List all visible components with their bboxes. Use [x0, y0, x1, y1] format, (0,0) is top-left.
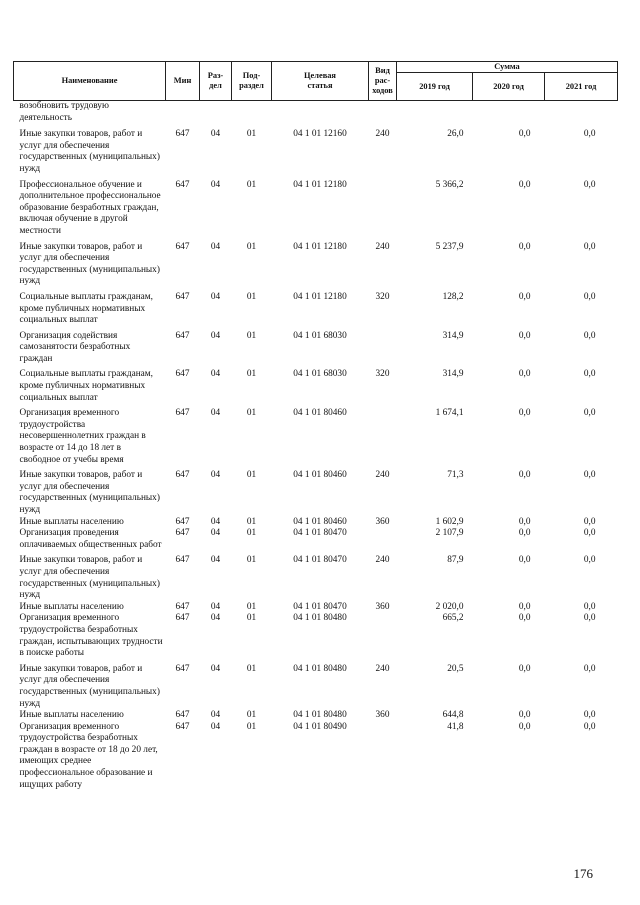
cell-min: 647 [175, 408, 190, 419]
cell-vid: 240 [375, 470, 390, 481]
table-row [14, 528, 618, 551]
table-row [14, 288, 618, 327]
cell-y2019: 665,2 [442, 613, 464, 624]
cell-vid [369, 722, 397, 792]
cell-min: 647 [175, 369, 190, 380]
cell-vid: 360 [375, 710, 390, 721]
cell-podrazdel: 01 [246, 613, 257, 624]
cell-vid [369, 327, 397, 366]
cell-y2020: 0,0 [518, 710, 531, 721]
col-header-razdel: Раз- дел [200, 62, 232, 101]
cell-y2020: 0,0 [518, 721, 531, 732]
cell-razdel: 04 [210, 241, 221, 252]
cell-y2020: 0,0 [518, 408, 531, 419]
cell-min: 647 [175, 330, 190, 341]
cell-y2019: 1 674,1 [435, 408, 464, 419]
cell-name: Иные закупки товаров, работ и услуг для обеспечения государственных (муниципальных) нужд [19, 470, 160, 515]
cell-vid [369, 176, 397, 238]
cell-y2019: 87,9 [447, 555, 464, 566]
cell-vid: 240 [375, 129, 390, 140]
cell-y2019: 5 237,9 [435, 241, 464, 252]
cell-target: 04 1 01 80480 [293, 613, 347, 624]
cell-name: Иные закупки товаров, работ и услуг для обеспечения государственных (муниципальных) нужд [19, 663, 160, 709]
cell-name: Профессиональное обучение и дополнительное профессиональное образование безработных граждан, включая обучение в другой местности [19, 179, 161, 236]
cell-y2020: 0,0 [518, 516, 531, 527]
cell-y2019: 5 366,2 [435, 179, 464, 190]
cell-y2020 [473, 101, 545, 125]
table-row [14, 517, 618, 529]
cell-y2020: 0,0 [518, 601, 531, 612]
cell-name: Организация временного трудоустройства несовершеннолетних граждан в возрасте от 14 до 18 лет в свободное от учебы время [19, 408, 146, 465]
budget-table [13, 61, 618, 791]
cell-target: 04 1 01 80470 [293, 555, 347, 566]
cell-vid: 240 [375, 555, 390, 566]
col-header-target: Целевая статья [272, 62, 369, 101]
cell-razdel: 04 [210, 601, 221, 612]
table-row [14, 613, 618, 659]
table-row [14, 176, 618, 238]
cell-y2020: 0,0 [518, 663, 531, 674]
cell-y2020: 0,0 [518, 291, 531, 302]
cell-min: 647 [175, 179, 190, 190]
cell-vid: 320 [375, 291, 390, 302]
cell-vid: 360 [375, 516, 390, 527]
cell-min: 647 [175, 241, 190, 252]
cell-target [272, 101, 369, 125]
cell-name: Организация содействия самозанятости безработных граждан [19, 330, 131, 364]
cell-podrazdel: 01 [246, 528, 257, 539]
table-row [14, 466, 618, 516]
cell-razdel: 04 [210, 710, 221, 721]
cell-y2021: 0,0 [583, 129, 596, 140]
cell-y2020: 0,0 [518, 179, 531, 190]
cell-min: 647 [175, 555, 190, 566]
cell-podrazdel [232, 101, 272, 125]
table-row [14, 365, 618, 404]
cell-y2021: 0,0 [583, 663, 596, 674]
cell-podrazdel: 01 [246, 330, 257, 341]
cell-razdel: 04 [210, 369, 221, 380]
cell-podrazdel: 01 [246, 710, 257, 721]
cell-vid: 240 [375, 663, 390, 674]
cell-y2019: 41,8 [447, 721, 464, 732]
cell-target: 04 1 01 68030 [293, 330, 347, 341]
cell-vid: 240 [375, 241, 390, 252]
col-header-2021: 2021 год [545, 73, 618, 101]
cell-target: 04 1 01 80470 [293, 601, 347, 612]
cell-y2019: 644,8 [442, 710, 464, 721]
cell-podrazdel: 01 [246, 470, 257, 481]
cell-target: 04 1 01 12180 [293, 179, 347, 190]
cell-y2020: 0,0 [518, 528, 531, 539]
cell-name: Иные закупки товаров, работ и услуг для обеспечения государственных (муниципальных) нужд [19, 555, 160, 601]
cell-target: 04 1 01 80460 [293, 516, 347, 527]
cell-y2021: 0,0 [583, 241, 596, 252]
cell-target: 04 1 01 12160 [293, 129, 347, 140]
cell-name: Организация временного трудоустройства безработных граждан, испытывающих трудности в поиске работы [19, 613, 163, 659]
cell-podrazdel: 01 [246, 601, 257, 612]
cell-target: 04 1 01 80460 [293, 408, 347, 419]
cell-name: Организация проведения оплачиваемых общественных работ [19, 528, 162, 550]
cell-razdel: 04 [210, 721, 221, 732]
cell-podrazdel: 01 [246, 179, 257, 190]
table-row [14, 722, 618, 792]
cell-y2021: 0,0 [583, 601, 596, 612]
cell-name: Социальные выплаты гражданам, кроме публичных нормативных социальных выплат [19, 369, 154, 403]
table-row [14, 660, 618, 710]
cell-min: 647 [175, 601, 190, 612]
cell-y2021: 0,0 [583, 330, 596, 341]
col-header-vid: Вид рас- ходов [369, 62, 397, 101]
cell-podrazdel: 01 [246, 721, 257, 732]
cell-podrazdel: 01 [246, 555, 257, 566]
cell-min: 647 [175, 470, 190, 481]
cell-y2020: 0,0 [518, 129, 531, 140]
cell-y2021: 0,0 [583, 528, 596, 539]
cell-y2021: 0,0 [583, 470, 596, 481]
cell-y2019: 128,2 [442, 291, 464, 302]
cell-podrazdel: 01 [246, 129, 257, 140]
cell-name: Иные выплаты населению [19, 516, 124, 527]
cell-y2019: 2 107,9 [435, 528, 464, 539]
cell-min: 647 [175, 291, 190, 302]
cell-min [166, 101, 200, 125]
cell-razdel: 04 [210, 470, 221, 481]
cell-y2020: 0,0 [518, 369, 531, 380]
cell-target: 04 1 01 12180 [293, 291, 347, 302]
table-row [14, 710, 618, 722]
cell-y2021: 0,0 [583, 516, 596, 527]
cell-target: 04 1 01 12180 [293, 241, 347, 252]
cell-razdel: 04 [210, 613, 221, 624]
cell-razdel [200, 101, 232, 125]
table-row [14, 327, 618, 366]
cell-min: 647 [175, 663, 190, 674]
cell-y2020: 0,0 [518, 470, 531, 481]
cell-podrazdel: 01 [246, 408, 257, 419]
cell-y2021 [545, 101, 618, 125]
cell-target: 04 1 01 68030 [293, 369, 347, 380]
cell-podrazdel: 01 [246, 663, 257, 674]
cell-razdel: 04 [210, 129, 221, 140]
cell-target: 04 1 01 80470 [293, 528, 347, 539]
cell-min: 647 [175, 516, 190, 527]
cell-y2019: 20,5 [447, 663, 464, 674]
cell-y2019: 314,9 [442, 369, 464, 380]
cell-razdel: 04 [210, 528, 221, 539]
cell-name: Иные выплаты населению [19, 710, 124, 721]
cell-target: 04 1 01 80480 [293, 710, 347, 721]
page-number: 176 [573, 866, 593, 881]
cell-y2019: 1 602,9 [435, 516, 464, 527]
cell-target: 04 1 01 80490 [293, 721, 347, 732]
cell-razdel: 04 [210, 555, 221, 566]
table-row [14, 101, 618, 125]
cell-min: 647 [175, 528, 190, 539]
cell-y2021: 0,0 [583, 721, 596, 732]
cell-vid [369, 101, 397, 125]
cell-y2021: 0,0 [583, 408, 596, 419]
cell-y2020: 0,0 [518, 330, 531, 341]
cell-min: 647 [175, 710, 190, 721]
cell-y2019: 314,9 [442, 330, 464, 341]
cell-razdel: 04 [210, 516, 221, 527]
cell-y2021: 0,0 [583, 369, 596, 380]
cell-y2019: 26,0 [447, 129, 464, 140]
cell-podrazdel: 01 [246, 241, 257, 252]
cell-podrazdel: 01 [246, 369, 257, 380]
table-row [14, 551, 618, 601]
cell-name: Иные закупки товаров, работ и услуг для обеспечения государственных (муниципальных) нужд [19, 241, 160, 287]
cell-min: 647 [175, 129, 190, 140]
cell-target: 04 1 01 80480 [293, 663, 347, 674]
cell-podrazdel: 01 [246, 291, 257, 302]
cell-y2021: 0,0 [583, 613, 596, 624]
table-row [14, 238, 618, 288]
col-header-name: Наименование [14, 62, 166, 101]
col-header-2019: 2019 год [397, 73, 473, 101]
cell-name: Иные выплаты населению [19, 601, 124, 612]
cell-name: Иные закупки товаров, работ и услуг для обеспечения государственных (муниципальных) нужд [19, 129, 160, 174]
cell-target: 04 1 01 80460 [293, 470, 347, 481]
col-header-podrazdel: Под- раздел [232, 62, 272, 101]
table-body [14, 101, 618, 792]
col-header-min: Мин [166, 62, 200, 101]
table-row [14, 404, 618, 466]
cell-vid: 360 [375, 601, 390, 612]
cell-name: возобновить трудовую деятельность [19, 101, 109, 123]
cell-razdel: 04 [210, 330, 221, 341]
cell-y2019: 71,3 [447, 470, 464, 481]
cell-vid: 320 [375, 369, 390, 380]
col-header-2020: 2020 год [473, 73, 545, 101]
cell-razdel: 04 [210, 408, 221, 419]
cell-y2019 [397, 101, 473, 125]
cell-y2020: 0,0 [518, 241, 531, 252]
cell-podrazdel: 01 [246, 516, 257, 527]
cell-y2019: 2 020,0 [435, 601, 464, 612]
cell-vid [369, 528, 397, 551]
cell-vid [369, 404, 397, 466]
cell-razdel: 04 [210, 179, 221, 190]
cell-min: 647 [175, 613, 190, 624]
cell-y2021: 0,0 [583, 555, 596, 566]
table-row [14, 124, 618, 175]
table-row [14, 602, 618, 614]
cell-min: 647 [175, 721, 190, 732]
cell-name: Организация временного трудоустройства безработных граждан в возрасте от 18 до 20 лет, имеющих среднее профессиональное образование и ищущих работу [19, 721, 158, 790]
cell-razdel: 04 [210, 663, 221, 674]
cell-y2021: 0,0 [583, 179, 596, 190]
cell-y2020: 0,0 [518, 555, 531, 566]
col-header-sum: Сумма [397, 62, 618, 73]
cell-y2020: 0,0 [518, 613, 531, 624]
cell-vid [369, 613, 397, 659]
cell-y2021: 0,0 [583, 710, 596, 721]
cell-name: Социальные выплаты гражданам, кроме публичных нормативных социальных выплат [19, 291, 154, 326]
cell-razdel: 04 [210, 291, 221, 302]
cell-y2021: 0,0 [583, 291, 596, 302]
